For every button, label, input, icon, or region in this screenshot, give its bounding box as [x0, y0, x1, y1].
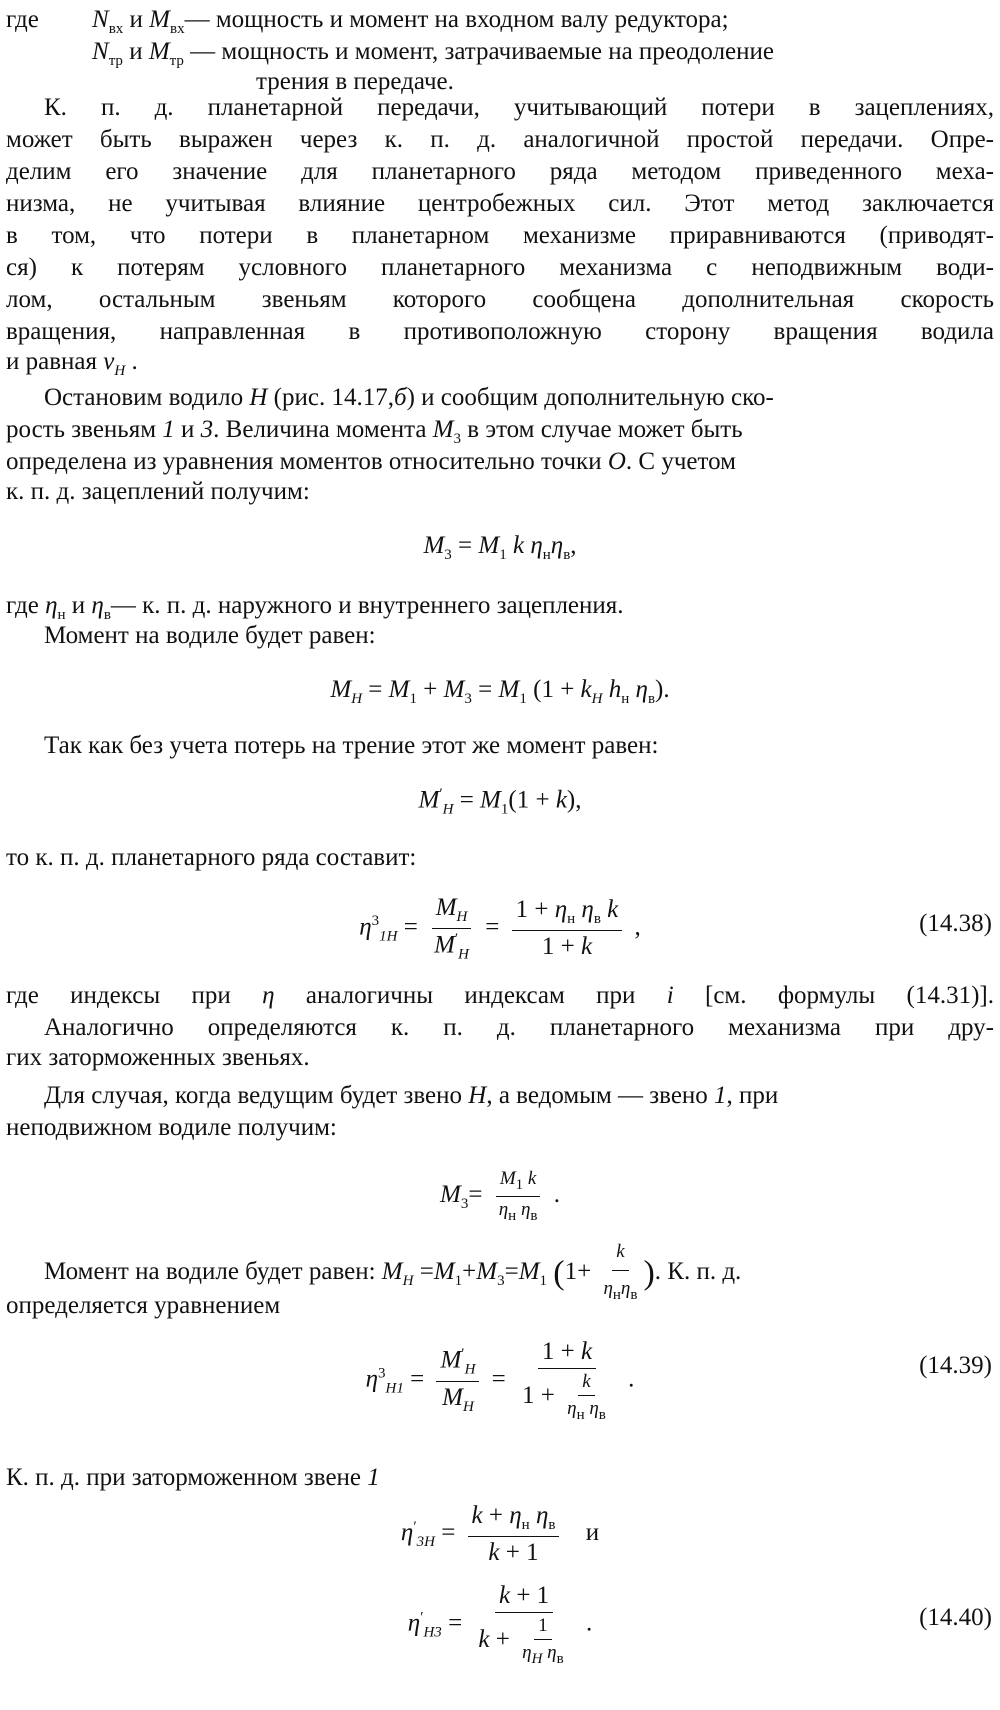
text-line: определяется уравнением — [6, 1292, 281, 1319]
formula-14-38: $\eta^3_{1H}$ = $\frac{M_H}{M'_H}$ = $\frac{1 + \eta_н \eta_в k}{1 + k}$ , — [359, 894, 641, 963]
formula-m3-driven: $M_3=$ $\frac{M_1 k}{\eta_н \eta_в}$ . — [440, 1168, 560, 1224]
text-line: рость звеньям 1 и 3. Величина момента $M_3$ в этом случае может быть — [6, 416, 743, 447]
text-line: Для случая, когда ведущим будет звено H, а ведомым — звено 1, при — [44, 1082, 779, 1109]
text-line: делим его значение для планетарного ряда методом приведенного меха- — [6, 158, 994, 185]
text-line: ся) к потерям условного планетарного механизма с неподвижным води- — [6, 254, 994, 281]
text-line: Аналогично определяются к. п. д. планетарного механизма при дру- — [44, 1014, 994, 1041]
text-line: Так как без учета потерь на трение этот же момент равен: — [44, 732, 659, 759]
text-line: К. п. д. при заторможенном звене 1 — [6, 1464, 380, 1491]
text-line: где — [6, 6, 39, 33]
formula-14-40-a: $\eta'_{3H}$ = $\frac{k + \eta_н \eta_в}{k + 1}$ и — [400, 1502, 600, 1566]
text-line: то к. п. д. планетарного ряда составит: — [6, 844, 417, 871]
text-line: $N_{вх}$ и $M_{вх}—$ мощность и момент на входном валу редуктора; — [92, 6, 729, 37]
equation-number: (14.40) — [919, 1604, 992, 1631]
text-line: трения в передаче. — [256, 68, 454, 95]
formula-14-39: $\eta^3_{H1}$ = $\frac{M'_H}{M_H}$ = 1 + k 1 + $\frac{k}{\eta_н \eta_в}$ . — [365, 1338, 635, 1423]
text-line: к. п. д. зацеплений получим: — [6, 478, 310, 505]
text-line: $N_{тр}$ и $M_{тр}$ — мощность и момент, затрачиваемые на преодоление — [92, 38, 774, 69]
formula-mh: $M_H = M_1 + M_3 = M_1$ ($1 + k_H$ $h_н$ $\eta_в$). — [330, 676, 670, 707]
text-line: К. п. д. планетарной передачи, учитывающий потери в зацеплениях, — [44, 94, 994, 121]
text-line: вращения, направленная в противоположную сторону вращения водила — [6, 318, 994, 345]
formula-mh-prime: $M'_H = M_1(1 + k)$, — [418, 786, 582, 818]
equation-number: (14.39) — [919, 1352, 992, 1379]
text-line: где $\eta_н$ и $\eta_в—$ к. п. д. наружного и внутреннего зацепления. — [6, 592, 624, 623]
text-line: неподвижном водиле получим: — [6, 1114, 337, 1141]
formula-14-40-b: $\eta'_{H3}$ = k + 1 k + $\frac{1}{\eta_H \eta_в}$ . — [407, 1582, 593, 1667]
text-line: лом, остальным звеньям которого сообщена дополнительная скорость — [6, 286, 994, 313]
text-line: Момент на водиле будет равен: — [44, 622, 376, 649]
text-line: определена из уравнения моментов относительно точки O. С учетом — [6, 448, 736, 475]
text-line: может быть выражен через к. п. д. аналогичной простой передачи. Опре- — [6, 126, 994, 153]
text-line: Остановим водило H (рис. 14.17,б) и сообщим дополнительную ско- — [44, 384, 774, 411]
text-line: Момент на водиле будет равен: $M_H =M_1+M_3=M_1$ (1+ $\frac{k}{\eta_н\eta_в}$ ). К. п. д. — [44, 1236, 741, 1311]
text-line: где индексы при η аналогичны индексам при i [см. формулы (14.31)]. — [6, 982, 994, 1009]
text-line: низма, не учитывая влияние центробежных сил. Этот метод заключается — [6, 190, 994, 217]
text-line: и равная $v_H$ . — [6, 348, 138, 379]
equation-number: (14.38) — [919, 910, 992, 937]
formula-m3: $M_3 = M_1$ k $\eta_н\eta_в$, — [423, 532, 577, 563]
text-line: в том, что потери в планетарном механизме приравниваются (приводят- — [6, 222, 994, 249]
text-line: гих заторможенных звеньях. — [6, 1044, 310, 1071]
